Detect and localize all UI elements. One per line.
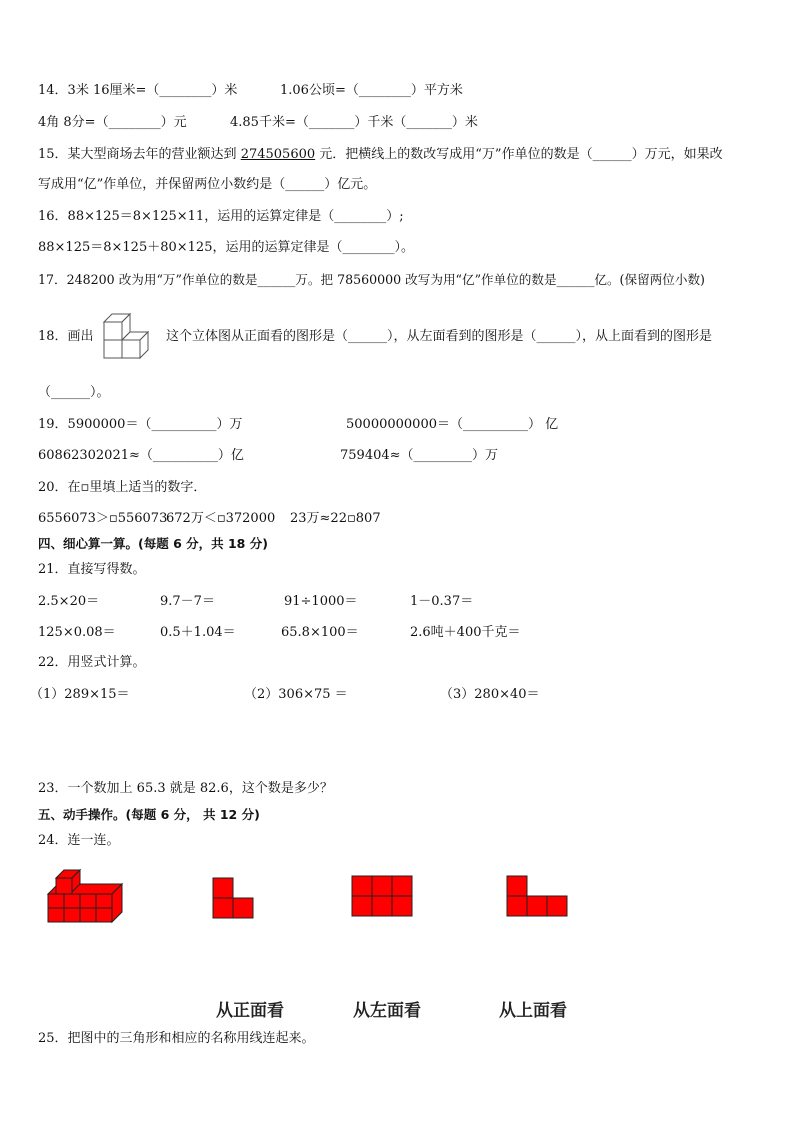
q15-line1-post: 元．把横线上的数改写成用“万”作单位的数是（______）万元，如果改 — [315, 147, 723, 162]
q22-item-3: （3）280×40＝ — [440, 687, 540, 702]
q18-prefix: 18．画出 — [38, 329, 94, 344]
q22-item-2: （2）306×75 ＝ — [244, 687, 348, 702]
q14-line2-b: 4.85千米=（_______）千米（_______）米 — [230, 115, 478, 130]
q18-line2: （______）。 — [38, 385, 110, 400]
q21-r1-c2: 9.7－7＝ — [160, 594, 215, 609]
q21-r1-c1: 2.5×20＝ — [38, 594, 100, 609]
q20-item-3: 23万≈22▫807 — [290, 511, 381, 526]
q20-title: 20．在▫里填上适当的数字． — [38, 480, 207, 495]
q21-r1-c4: 1－0.37＝ — [410, 594, 474, 609]
q22-item-1: （1）289×15＝ — [30, 687, 130, 702]
q19-line2-b: 759404≈（_________）万 — [340, 448, 499, 463]
q15-line1 — [38, 146, 723, 164]
cube-stack-figure — [102, 306, 158, 362]
section4-title: 四、细心算一算。(每题 6 分，共 18 分) — [38, 536, 268, 551]
q14-line1-a: 14．3米 16厘米=（________）米 — [38, 83, 238, 98]
q19-line1-b: 50000000000＝（__________） 亿 — [346, 417, 559, 432]
q24-title: 24．连一连。 — [38, 833, 120, 848]
q21-r2-c4: 2.6吨＋400千克＝ — [410, 625, 521, 640]
left-view-figure — [351, 875, 413, 919]
front-view-figure — [212, 877, 256, 919]
top-view-figure — [506, 875, 570, 919]
q25-text: 25．把图中的三角形和相应的名称用线连起来。 — [38, 1031, 315, 1046]
q22-title: 22．用竖式计算。 — [38, 655, 146, 670]
q15-revenue-number: 274505600 — [240, 147, 316, 162]
q23-text: 23．一个数加上 65.3 就是 82.6，这个数是多少？ — [38, 781, 333, 796]
q16-line1: 16．88×125＝8×125×11，运用的运算定律是（________）; — [38, 209, 404, 224]
q21-title: 21．直接写得数。 — [38, 562, 146, 577]
q19-line1-a: 19．5900000＝（__________）万 — [38, 417, 243, 432]
caption-left-view: 从左面看 — [353, 1001, 421, 1021]
q14-line1-b: 1.06公顷=（________）平方米 — [280, 83, 463, 98]
q15-line2: 写成用“亿”作单位，并保留两位小数约是（______）亿元。 — [38, 177, 377, 192]
q15-line1-pre: 15．某大型商场去年的营业额达到 — [38, 147, 241, 162]
caption-top-view: 从上面看 — [499, 1001, 567, 1021]
red-cube-solid-figure — [44, 864, 128, 926]
q16-line2: 88×125＝8×125＋80×125，运用的运算定律是（________）。 — [38, 240, 414, 255]
q21-r2-c3: 65.8×100＝ — [281, 625, 359, 640]
section5-title: 五、动手操作。(每题 6 分， 共 12 分) — [38, 807, 260, 822]
q21-r1-c3: 91÷1000＝ — [284, 594, 358, 609]
q21-r2-c1: 125×0.08＝ — [38, 625, 116, 640]
q17-line1: 17．248200 改为用“万”作单位的数是______万。把 78560000 改写为用“亿”作单位的数是______亿。(保留两位小数) — [38, 272, 705, 287]
q19-line2-a: 60862302021≈（__________）亿 — [38, 448, 244, 463]
q20-item-2: 672万＜▫372000 — [166, 511, 276, 526]
q20-item-1: 6556073＞▫556073 — [38, 511, 168, 526]
q18-text: 这个立体图从正面看的图形是（______），从左面看到的图形是（______），从上面看到的图形是 — [166, 329, 713, 344]
caption-front-view: 从正面看 — [216, 1001, 284, 1021]
q21-r2-c2: 0.5＋1.04＝ — [160, 625, 236, 640]
q14-line2-a: 4角 8分=（________）元 — [38, 115, 187, 130]
